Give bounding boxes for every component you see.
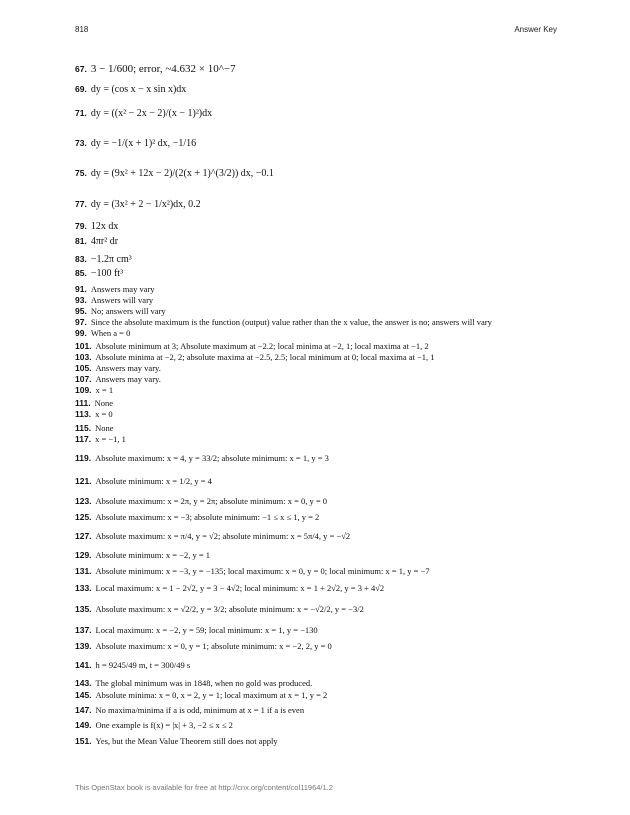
answer-text: −100 ft³	[90, 268, 124, 279]
answer-101: 101. Absolute minimum at 3; Absolute maximum at −2.2; local minima at −2, 1; local maxima at −1, 2	[75, 341, 429, 351]
answer-text: Absolute minima at −2, 2; absolute maxima at −2.5, 2.5; local minimum at 0; local maxima at −1, 1	[95, 352, 435, 362]
answer-119: 119. Absolute maximum: x = 4, y = 33/2; absolute minimum: x = 1, y = 3	[75, 453, 329, 463]
answer-115: 115. None	[75, 423, 114, 433]
answer-77: 77. dy = (3x² + 2 − 1/x²)dx, 0.2	[75, 199, 201, 210]
answer-text: Answers may vary.	[95, 363, 161, 373]
answer-91: 91. Answers may vary	[75, 284, 155, 294]
answer-text: x = 0	[95, 409, 113, 419]
answer-97: 97. Since the absolute maximum is the function (output) value rather than the x value, the answer is no; answers will vary	[75, 317, 492, 327]
page-footer: This OpenStax book is available for free at http://cnx.org/content/col11964/1.2	[75, 783, 333, 792]
answer-127: 127. Absolute maximum: x = π/4, y = √2; absolute minimum: x = 5π/4, y = −√2	[75, 531, 351, 541]
answer-83: 83. −1.2π cm³	[75, 254, 132, 265]
page-header-title: Answer Key	[514, 25, 557, 34]
answer-text: x = −1, 1	[95, 434, 126, 444]
answer-text: Absolute maximum: x = π/4, y = √2; absolute minimum: x = 5π/4, y = −√2	[95, 531, 351, 541]
answer-text: dy = (9x² + 12x − 2)/(2(x + 1)^(3/2)) dx, −0.1	[90, 168, 274, 179]
answer-75: 75. dy = (9x² + 12x − 2)/(2(x + 1)^(3/2)) dx, −0.1	[75, 168, 274, 179]
answer-text: dy = (3x² + 2 − 1/x²)dx, 0.2	[90, 199, 201, 210]
page-number: 818	[75, 25, 89, 34]
answer-125: 125. Absolute maximum: x = −3; absolute minimum: −1 ≤ x ≤ 1, y = 2	[75, 512, 320, 522]
answer-text: Since the absolute maximum is the function (output) value rather than the x value, the answer is no; answers will vary	[90, 317, 492, 327]
answer-text: −1.2π cm³	[90, 254, 132, 265]
answer-text: Absolute maximum: x = 4, y = 33/2; absolute minimum: x = 1, y = 3	[95, 453, 329, 463]
answer-text: None	[95, 423, 114, 433]
answer-141: 141. h = 9245/49 m, t = 300/49 s	[75, 660, 191, 670]
answer-text: Absolute minimum: x = −2, y = 1	[95, 550, 211, 560]
answer-text: No; answers will vary	[90, 306, 166, 316]
answer-135: 135. Absolute maximum: x = √2/2, y = 3/2; absolute minimum: x = −√2/2, y = −3/2	[75, 604, 364, 614]
answer-text: dy = −1/(x + 1)² dx, −1/16	[90, 138, 197, 149]
answer-109: 109. x = 1	[75, 385, 114, 395]
answer-text: Absolute maximum: x = −3; absolute minimum: −1 ≤ x ≤ 1, y = 2	[95, 512, 320, 522]
answer-71: 71. dy = ((x² − 2x − 2)/(x − 1)²)dx	[75, 108, 213, 119]
answer-text: Local maximum: x = 1 − 2√2, y = 3 − 4√2; local minimum: x = 1 + 2√2, y = 3 + 4√2	[95, 583, 385, 593]
answer-69: 69. dy = (cos x − x sin x)dx	[75, 84, 187, 95]
answer-text: Answers may vary.	[95, 374, 161, 384]
answer-text: Local maximum: x = −2, y = 59; local minimum: x = 1, y = −130	[95, 625, 318, 635]
answer-73: 73. dy = −1/(x + 1)² dx, −1/16	[75, 138, 197, 149]
answer-121: 121. Absolute minimum: x = 1/2, y = 4	[75, 476, 212, 486]
answer-text: One example is f(x) = |x| + 3, −2 ≤ x ≤ 2	[95, 720, 233, 730]
answer-text: No maxima/minima if a is odd, minimum at x = 1 if a is even	[95, 705, 305, 715]
answer-129: 129. Absolute minimum: x = −2, y = 1	[75, 550, 211, 560]
answer-85: 85. −100 ft³	[75, 268, 124, 279]
answer-99: 99. When a = 0	[75, 328, 131, 338]
answer-text: Absolute maximum: x = 0, y = 1; absolute minimum: x = −2, 2, y = 0	[95, 641, 332, 651]
answer-text: When a = 0	[90, 328, 131, 338]
answer-text: Absolute minimum: x = 1/2, y = 4	[95, 476, 212, 486]
answer-text: x = 1	[95, 385, 114, 395]
answer-149: 149. One example is f(x) = |x| + 3, −2 ≤ x ≤ 2	[75, 720, 233, 730]
answer-81: 81. 4πr² dr	[75, 236, 119, 247]
answer-text: Answers will vary	[90, 295, 154, 305]
answer-143: 143. The global minimum was in 1848, when no gold was produced.	[75, 678, 313, 688]
answer-text: h = 9245/49 m, t = 300/49 s	[95, 660, 191, 670]
answer-111: 111. None	[75, 398, 114, 408]
answer-text: Absolute minimum at 3; Absolute maximum at −2.2; local minima at −2, 1; local maxima at −1, 2	[95, 341, 429, 351]
answer-text: dy = (cos x − x sin x)dx	[90, 84, 187, 95]
answer-105: 105. Answers may vary.	[75, 363, 161, 373]
answer-text: The global minimum was in 1848, when no gold was produced.	[95, 678, 313, 688]
answer-text: Absolute minimum: x = −3, y = −135; local maximum: x = 0, y = 0; local minimum: x = 1, y = −7	[95, 566, 430, 576]
answer-93: 93. Answers will vary	[75, 295, 154, 305]
answer-151: 151. Yes, but the Mean Value Theorem still does not apply	[75, 736, 278, 746]
answer-95: 95. No; answers will vary	[75, 306, 166, 316]
answer-text: None	[94, 398, 114, 408]
answer-text: 3 − 1/600; error, ~4.632 × 10^−7	[90, 63, 236, 75]
answer-text: Absolute minima: x = 0, x = 2, y = 1; local maximum at x = 1, y = 2	[95, 690, 328, 700]
answer-147: 147. No maxima/minima if a is odd, minimum at x = 1 if a is even	[75, 705, 305, 715]
answer-107: 107. Answers may vary.	[75, 374, 161, 384]
answer-145: 145. Absolute minima: x = 0, x = 2, y = 1; local maximum at x = 1, y = 2	[75, 690, 328, 700]
answer-text: Absolute maximum: x = √2/2, y = 3/2; absolute minimum: x = −√2/2, y = −3/2	[95, 604, 364, 614]
answer-text: 12x dx	[90, 221, 119, 232]
answer-text: Yes, but the Mean Value Theorem still does not apply	[95, 736, 278, 746]
answer-123: 123. Absolute maximum: x = 2π, y = 2π; absolute minimum: x = 0, y = 0	[75, 496, 328, 506]
answer-103: 103. Absolute minima at −2, 2; absolute maxima at −2.5, 2.5; local minimum at 0; local maxima at −1, 1	[75, 352, 435, 362]
answer-139: 139. Absolute maximum: x = 0, y = 1; absolute minimum: x = −2, 2, y = 0	[75, 641, 332, 651]
answer-131: 131. Absolute minimum: x = −3, y = −135; local maximum: x = 0, y = 0; local minimum: x = 1, y = −7	[75, 566, 430, 576]
answer-113: 113. x = 0	[75, 409, 113, 419]
answer-137: 137. Local maximum: x = −2, y = 59; local minimum: x = 1, y = −130	[75, 625, 318, 635]
answer-133: 133. Local maximum: x = 1 − 2√2, y = 3 − 4√2; local minimum: x = 1 + 2√2, y = 3 + 4√2	[75, 583, 385, 593]
answer-text: 4πr² dr	[90, 236, 119, 247]
answer-text: dy = ((x² − 2x − 2)/(x − 1)²)dx	[90, 108, 213, 119]
answer-67: 67. 3 − 1/600; error, ~4.632 × 10^−7	[75, 63, 236, 75]
answer-117: 117. x = −1, 1	[75, 434, 126, 444]
answer-text: Absolute maximum: x = 2π, y = 2π; absolute minimum: x = 0, y = 0	[95, 496, 328, 506]
answer-79: 79. 12x dx	[75, 221, 119, 232]
answer-text: Answers may vary	[90, 284, 155, 294]
